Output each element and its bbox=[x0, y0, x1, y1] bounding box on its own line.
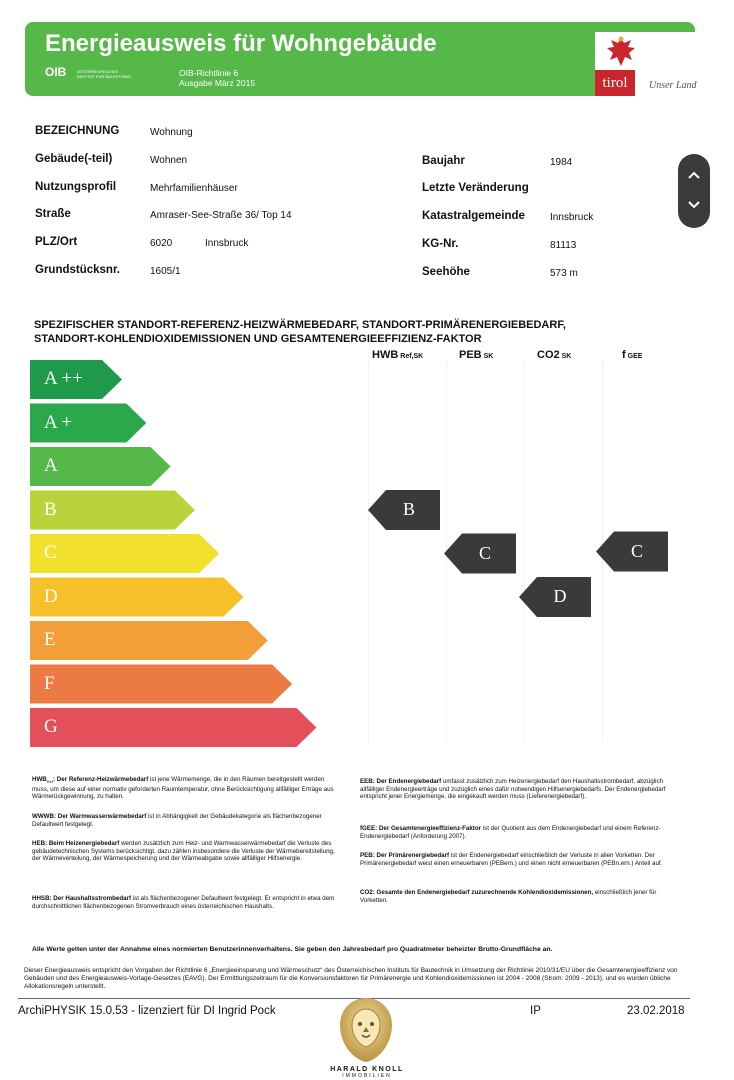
ort-value: Innsbruck bbox=[205, 238, 249, 249]
energy-class-bar bbox=[30, 621, 268, 660]
definition-fgee bbox=[360, 825, 670, 840]
nutzung-label: Nutzungsprofil bbox=[35, 181, 117, 193]
wwwb-name: WWWB: Der Warmwasserwärmebedarf bbox=[32, 813, 147, 820]
kg-nr-value: 81113 bbox=[550, 240, 577, 251]
heb-name: HEB: Beim Heizenergiebedarf bbox=[32, 840, 120, 847]
hhsb-text: ist als flächenbezogener Defaultwert festgelegt. Er entspricht in etwa dem durchschnittlichen flächenbezogenen Stromverbrauch eines österreichischen Haushalts. bbox=[32, 895, 335, 910]
column-hwb-main: HWB bbox=[372, 349, 399, 361]
rating-heading-line1: SPEZIFISCHER STANDORT-REFERENZ-HEIZWÄRMEBEDARF, STANDORT-PRIMÄRENERGIEBEDARF, bbox=[34, 319, 566, 331]
assumption-note: Alle Werte gelten unter der Annahme eines normierten Benutzerinnenverhaltens. Sie geben den Jahresbedarf pro Quadratmeter beheizter Brutto-Grundfläche an. bbox=[32, 946, 553, 953]
hwb-name: : Der Referenz-Heizwärmebedarf bbox=[53, 776, 149, 783]
kg-nr-label: KG-Nr. bbox=[422, 238, 459, 250]
result-marker-label: D bbox=[553, 586, 567, 606]
seehoehe-value: 573 m bbox=[550, 268, 578, 279]
peb-name: PEB: Der Primärenergiebedarf bbox=[360, 852, 450, 859]
issue-date: 23.02.2018 bbox=[627, 1005, 685, 1017]
column-hwb-sub: Ref,SK bbox=[400, 353, 424, 360]
nutzung-value: Mehrfamilienhäuser bbox=[150, 183, 238, 194]
energy-class-label: B bbox=[44, 498, 57, 520]
baujahr-value: 1984 bbox=[550, 157, 573, 168]
katastralgemeinde-label: Katastralgemeinde bbox=[422, 210, 525, 222]
grundstueck-label: Grundstücksnr. bbox=[35, 264, 120, 276]
letzte-veraenderung-label: Letzte Veränderung bbox=[422, 182, 529, 194]
fgee-name: fGEE: Der Gesamtenergieeffizienz-Faktor bbox=[360, 825, 482, 832]
eeb-text: umfasst zusätzlich zum Heizenergiebedarf den Haushaltsstrombedarf, abzüglich allfälliger Endenergieerträge und zuzüglich eines dafür notwendigen Hilfsenergiebedarfs. Der Endenergiebedarf entspricht jener Energiemenge, die eingekauft werden muss (Lieferenergiebedarf). bbox=[360, 778, 666, 800]
oib-subtitle: ÖSTERREICHISCHES INSTITUT FÜR BAUTECHNIK bbox=[77, 69, 132, 79]
co2-text: einschließlich jener für Vorketten. bbox=[360, 889, 657, 904]
seehoehe-label: Seehöhe bbox=[422, 266, 470, 278]
definition-heb bbox=[32, 840, 337, 863]
katastralgemeinde-value: Innsbruck bbox=[550, 212, 594, 223]
energy-class-label: A bbox=[44, 455, 58, 476]
peb-text: ist der Endenergiebedarf einschließlich der Verluste in allen Vorketten. Der Primärenergiebedarf weist einen erneuerbaren (PEBern.) und einen nicht erneuerbaren (PEBn.ern.) Anteil auf. bbox=[360, 852, 663, 867]
energy-class-bar bbox=[30, 665, 292, 704]
column-co2-main: CO2 bbox=[537, 349, 560, 361]
brand-name: HARALD KNOLL bbox=[330, 1066, 404, 1073]
strasse-value: Amraser-See-Straße 36/ Top 14 bbox=[150, 210, 292, 221]
result-marker-label: C bbox=[630, 540, 643, 561]
lion-logo-icon bbox=[336, 995, 396, 1065]
certificate-title: Energieausweis für Wohngebäude bbox=[45, 30, 437, 57]
energy-class-bar bbox=[30, 534, 219, 573]
hwb-term: HWB bbox=[32, 776, 47, 783]
result-marker-label: B bbox=[402, 499, 415, 519]
energy-class-bar bbox=[30, 708, 316, 747]
oib-logo: OIB bbox=[45, 65, 67, 79]
column-fgee-main: f bbox=[622, 349, 626, 361]
definition-peb bbox=[360, 852, 670, 867]
energy-class-label: A + bbox=[44, 411, 73, 433]
guideline-line1: OIB-Richtlinie 6 bbox=[179, 68, 239, 78]
tirol-slogan: Unser Land bbox=[649, 80, 697, 91]
heb-text: werden zusätzlich zum Heiz- und Warmwasserwärmebedarf die Verluste des gebäudetechnischen Systems berücksichtigt, dazu zählen insbesondere die Verluste der Wärmebereitstellung, der Wärmeverteilung, der Wärmespeicherung und der Wärmeabgabe sowie allfälliger Hilfsenergie. bbox=[32, 840, 335, 862]
strasse-label: Straße bbox=[35, 208, 71, 220]
plz-value: 6020 bbox=[150, 238, 173, 249]
hwb-text: ist jene Wärmemenge, die in den Räumen bereitgestellt werden muss, um diese auf einer normativ geforderten Raumtemperatur, ohne Berücksichtigung allfälliger Erträge aus Wärmerückgewinnung, zu halten. bbox=[32, 776, 334, 801]
definition-co2 bbox=[360, 889, 670, 904]
definition-wwwb bbox=[32, 813, 337, 828]
column-fgee-sub: GEE bbox=[627, 353, 643, 360]
bezeichnung-label: BEZEICHNUNG bbox=[35, 125, 120, 137]
energy-class-label: F bbox=[44, 672, 55, 694]
definition-eeb bbox=[360, 778, 670, 801]
hhsb-name: HHSB: Der Haushaltsstrombedarf bbox=[32, 895, 132, 902]
baujahr-label: Baujahr bbox=[422, 155, 465, 167]
legal-disclaimer: Dieser Energieausweis entspricht den Vorgaben der Richtlinie 6 „Energieeinsparung und Wärmeschutz“ des Österreichischen Instituts für Bautechnik in Umsetzung der Richtlinie 2010/31/EU über die Gesamtenergieeffizienz von Gebäuden und des Energieausweis-Vorlage-Gesetzes (EAVG). Der Ermittlungszeitraum für die Konversionsfaktoren für Primärenergie und Kohlendioxidemissionen ist 2004 - 2008 (Strom: 2009 - 2013), und es wurden übliche Allokationsregeln unterstellt. bbox=[24, 967, 678, 990]
software-license: ArchiPHYSIK 15.0.53 - lizenziert für DI Ingrid Pock bbox=[18, 1005, 276, 1017]
author-code: IP bbox=[530, 1005, 541, 1017]
energy-class-label: A ++ bbox=[44, 368, 83, 389]
column-co2-sub: SK bbox=[561, 353, 572, 360]
result-marker-label: C bbox=[478, 542, 491, 563]
co2-name: CO2: Gesamte den Endenergiebedarf zuzurechnende Kohlendioxidemissionen, bbox=[360, 889, 594, 896]
definition-hhsb bbox=[32, 895, 337, 910]
energy-class-label: E bbox=[44, 629, 56, 650]
hwb-ref: Ref bbox=[46, 779, 54, 785]
energy-class-label: G bbox=[44, 716, 58, 737]
column-peb-main: PEB bbox=[459, 349, 482, 361]
column-peb-sub: SK bbox=[483, 353, 494, 360]
plz-label: PLZ/Ort bbox=[35, 236, 78, 248]
gebaeude-label: Gebäude(-teil) bbox=[35, 153, 113, 165]
gebaeude-value: Wohnen bbox=[150, 155, 188, 166]
grundstueck-value: 1605/1 bbox=[150, 266, 181, 277]
rating-heading-line2: STANDORT-KOHLENDIOXIDEMISSIONEN UND GESAMTENERGIEEFFIZIENZ-FAKTOR bbox=[34, 333, 482, 345]
guideline-line2: Ausgabe März 2015 bbox=[179, 78, 256, 88]
fgee-text: ist der Quotient aus dem Endenergiebedarf und einem Referenz-Endenergiebedarf (Anforderung 2007). bbox=[360, 825, 661, 840]
energy-class-bar bbox=[30, 578, 244, 617]
energy-class-label: C bbox=[44, 542, 57, 563]
brand-subtitle: IMMOBILIEN bbox=[342, 1073, 392, 1079]
wwwb-text: ist in Abhängigkeit der Gebäudekategorie als flächenbezogener Defaultwert festgelegt. bbox=[32, 813, 322, 828]
energy-class-label: D bbox=[44, 585, 58, 607]
bezeichnung-value: Wohnung bbox=[150, 127, 193, 138]
definition-hwb bbox=[32, 776, 337, 801]
eeb-name: EEB: Der Endenergiebedarf bbox=[360, 778, 442, 785]
tirol-wordmark: tirol bbox=[595, 70, 635, 96]
